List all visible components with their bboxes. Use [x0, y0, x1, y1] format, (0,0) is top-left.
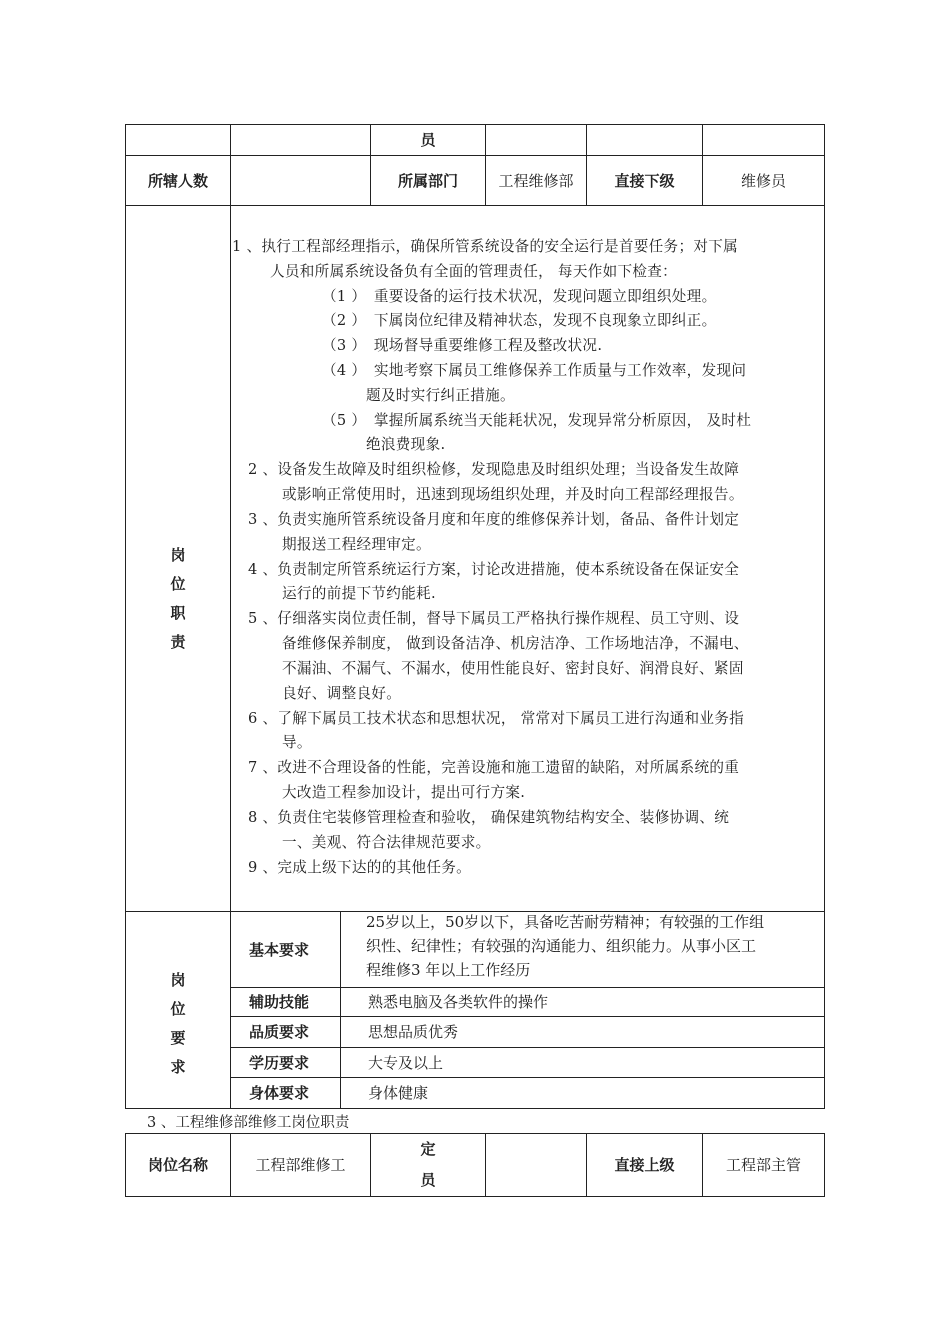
subordinate-label: 直接下级 [614, 171, 675, 190]
superior-label: 直接上级 [614, 1156, 675, 1174]
req-skills-label: 辅助技能 [249, 993, 310, 1011]
duties-label-char: 岗 [170, 545, 186, 564]
duty-line: 6 、了解下属员工技术状态和思想状况， 常常对下属员工进行沟通和业务指 [248, 710, 745, 727]
req-basic-value [366, 910, 821, 985]
superior-value: 工程部主管 [725, 1156, 801, 1174]
requirements-label-char: 要 [170, 1029, 186, 1047]
duty-line: 9 、完成上级下达的的其他任务。 [248, 859, 472, 876]
duty-line: 期报送工程经理审定。 [282, 536, 431, 553]
quota-label-char: 定 [420, 1140, 436, 1158]
quota-label [371, 1134, 485, 1196]
requirements-label-char: 位 [170, 1000, 186, 1018]
req-basic-line: 织性、纪律性；有较强的沟通能力、组织能力。从事小区工 [366, 937, 757, 955]
duty-line: 题及时实行纠正措施。 [366, 387, 515, 404]
duty-line: 5 、仔细落实岗位责任制，督导下属员工严格执行操作规程、员工守则、设 [248, 610, 740, 627]
requirements-label [126, 912, 230, 1108]
req-quality-label: 品质要求 [249, 1023, 310, 1041]
section-caption: 3 、工程维修部维修工岗位职责 [147, 1115, 350, 1131]
duty-line: 4 、负责制定所管系统运行方案，讨论改进措施，使本系统设备在保证安全 [248, 561, 740, 578]
duty-line: （3 ） 现场督导重要维修工程及整改状况. [322, 337, 603, 354]
duty-line: 人员和所属系统设备负有全面的管理责任， 每天作如下检查： [270, 263, 678, 280]
duty-line: （4 ） 实地考察下属员工维修保养工作质量与工作效率，发现问 [322, 362, 747, 379]
staff-count-value [231, 156, 370, 205]
duty-line: 或影响正常使用时，迅速到现场组织处理，并及时向工程部经理报告。 [282, 486, 744, 503]
duty-line: 不漏油、不漏气、不漏水，使用性能良好、密封良好、润滑良好、紧固 [282, 660, 744, 677]
requirements-label-char: 求 [170, 1058, 186, 1076]
quota-value [486, 1134, 586, 1196]
duty-line: 运行的前提下节约能耗. [282, 585, 436, 602]
duty-line: （1 ） 重要设备的运行技术状况，发现问题立即组织处理。 [322, 288, 717, 305]
rule [824, 1133, 825, 1197]
req-education-label: 学历要求 [249, 1053, 310, 1072]
rule [485, 124, 486, 206]
duty-line: 备维修保养制度， 做到设备洁净、机房洁净、工作场地洁净，不漏电、 [282, 635, 749, 652]
req-skills-value: 熟悉电脑及各类软件的操作 [368, 993, 549, 1011]
duty-line: 大改造工程参加设计，提出可行方案. [282, 784, 526, 801]
duty-line: 良好、调整良好。 [282, 685, 402, 702]
rule [340, 911, 341, 1109]
req-health-value: 身体健康 [368, 1084, 429, 1102]
duty-line: 8 、负责住宅装修管理检查和验收， 确保建筑物结构安全、装修协调、统 [248, 809, 730, 826]
department-value: 工程维修部 [498, 171, 574, 190]
req-basic-line: 25岁以上，50岁以下，具备吃苦耐劳精神；有较强的工作组 [366, 913, 765, 931]
req-basic-line: 程维修3 年以上工作经历 [366, 961, 531, 979]
quota-label-char: 员 [420, 1171, 436, 1189]
duty-line: 绝浪费现象. [366, 436, 446, 453]
department-label: 所属部门 [397, 171, 458, 190]
req-education-value: 大专及以上 [368, 1053, 444, 1072]
req-basic-label: 基本要求 [249, 940, 310, 959]
quota-suffix: 员 [420, 131, 436, 149]
duty-line: 1 、执行工程部经理指示，确保所管系统设备的安全运行是首要任务；对下属 [232, 238, 739, 255]
duties-label-char: 位 [170, 574, 186, 593]
subordinate-value: 维修员 [740, 171, 786, 190]
requirements-label-char: 岗 [170, 971, 186, 989]
duty-line: 导。 [282, 734, 312, 751]
req-quality-value: 思想品质优秀 [368, 1023, 459, 1041]
duty-line: 7 、改进不合理设备的性能，完善设施和施工遗留的缺陷，对所属系统的重 [248, 759, 740, 776]
staff-count-label: 所辖人数 [147, 171, 208, 190]
req-health-label: 身体要求 [249, 1084, 310, 1102]
duty-line: （2 ） 下属岗位纪律及精神状态，发现不良现象立即纠正。 [322, 312, 717, 329]
duties-label [126, 206, 230, 911]
position-name-label: 岗位名称 [147, 1156, 208, 1174]
duty-line: （5 ） 掌握所属系统当天能耗状况，发现异常分析原因， 及时杜 [322, 412, 752, 429]
duty-line: 3 、负责实施所管系统设备月度和年度的维修保养计划，备品、备件计划定 [248, 511, 740, 528]
duties-label-char: 责 [170, 632, 186, 651]
position-name-value: 工程部维修工 [255, 1156, 346, 1174]
rule [824, 124, 825, 1109]
duties-label-char: 职 [170, 603, 186, 622]
duty-line: 2 、设备发生故障及时组织检修，发现隐患及时组织处理；当设备发生故障 [248, 461, 740, 478]
duty-line: 一、美观、符合法律规范要求。 [282, 834, 491, 851]
